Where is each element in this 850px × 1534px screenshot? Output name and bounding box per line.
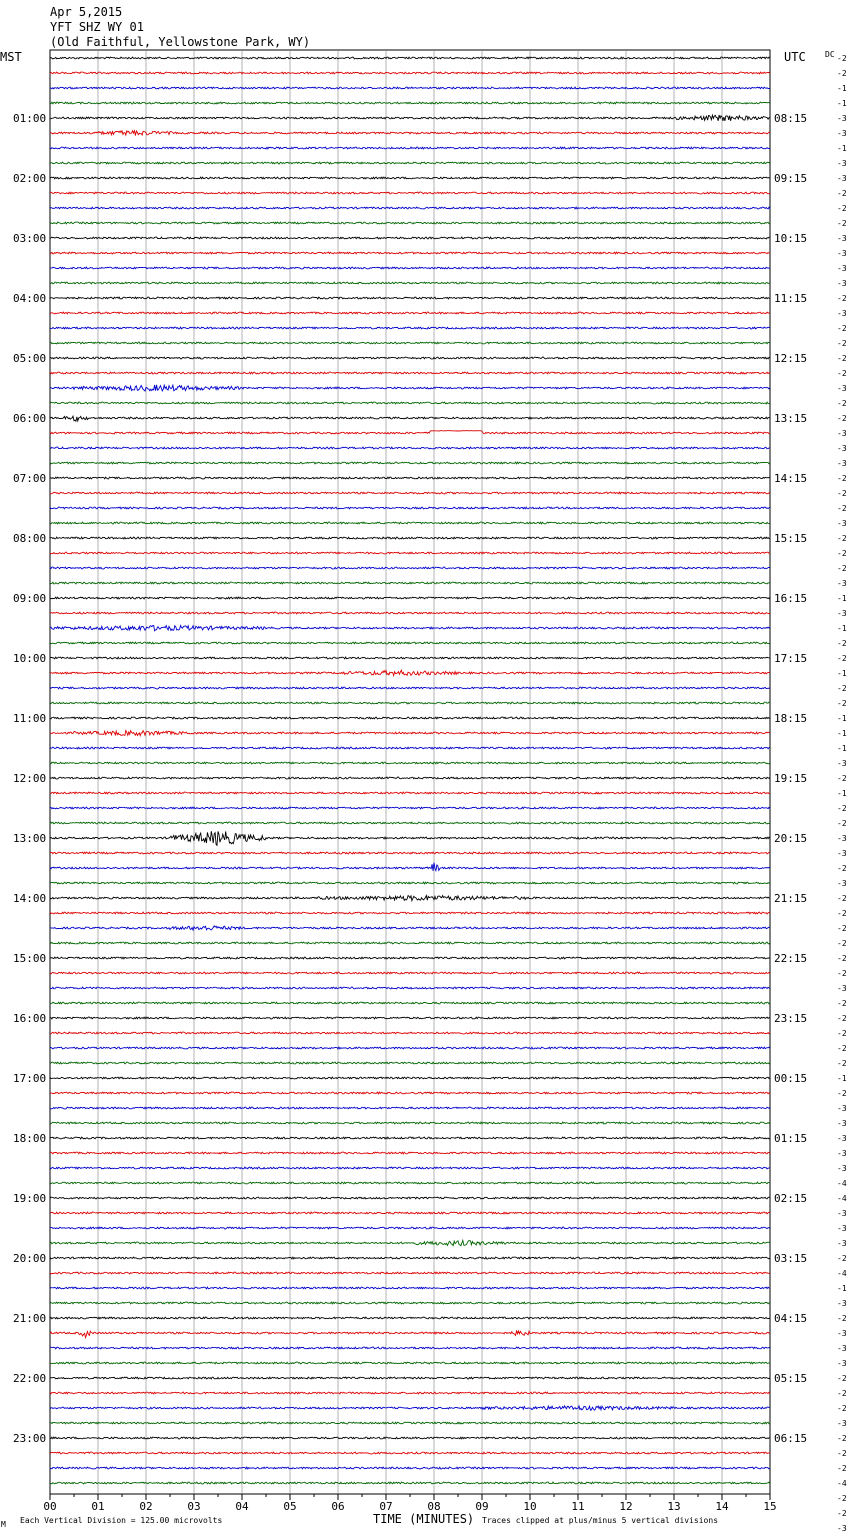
utc-hour-label: 15:15 — [774, 532, 808, 545]
dc-offset-value: -1 — [837, 144, 847, 153]
seismic-trace — [50, 1362, 770, 1364]
seismic-trace — [50, 1347, 770, 1349]
seismic-trace — [50, 147, 770, 149]
utc-hour-label: 01:15 — [774, 1132, 808, 1145]
dc-offset-value: -3 — [837, 984, 847, 993]
dc-offset-value: -3 — [837, 264, 847, 273]
seismic-trace — [50, 431, 770, 434]
dc-offset-value: -2 — [837, 1059, 847, 1068]
dc-offset-value: -2 — [837, 549, 847, 558]
seismic-trace — [50, 222, 770, 224]
dc-offset-value: -3 — [837, 1419, 847, 1428]
utc-hour-label: 09:15 — [774, 172, 808, 185]
dc-offset-value: -2 — [837, 489, 847, 498]
utc-hour-label: 03:15 — [774, 1252, 808, 1265]
seismic-trace — [50, 1167, 770, 1169]
mst-hour-label: 05:00 — [13, 352, 47, 365]
mst-hour-label: 13:00 — [13, 832, 47, 845]
mst-hour-label: 01:00 — [13, 112, 47, 125]
mst-hour-label: 03:00 — [13, 232, 47, 245]
dc-offset-value: -2 — [837, 1404, 847, 1413]
dc-offset-value: -3 — [837, 849, 847, 858]
dc-offset-value: -1 — [837, 669, 847, 678]
utc-hour-label: 22:15 — [774, 952, 808, 965]
mst-hour-label: 11:00 — [13, 712, 47, 725]
dc-header-label: DC — [825, 50, 835, 59]
seismic-trace — [50, 567, 770, 569]
utc-hour-label: 17:15 — [774, 652, 808, 665]
x-tick-label: 10 — [523, 1500, 537, 1513]
dc-offset-value: -2 — [837, 924, 847, 933]
seismic-trace — [50, 972, 770, 974]
dc-offset-value: -2 — [837, 414, 847, 423]
seismic-trace — [50, 327, 770, 329]
seismic-trace — [50, 237, 770, 239]
dc-offset-value: -2 — [837, 1494, 847, 1503]
x-tick-label: 05 — [283, 1500, 297, 1513]
mst-hour-label: 08:00 — [13, 532, 47, 545]
mst-hour-label: 10:00 — [13, 652, 47, 665]
dc-offset-value: -3 — [837, 1149, 847, 1158]
seismic-trace — [50, 831, 770, 845]
seismic-trace — [50, 342, 770, 344]
seismic-trace — [50, 1077, 770, 1079]
dc-offset-value: -3 — [837, 234, 847, 243]
seismic-trace — [50, 507, 770, 509]
seismic-trace — [50, 1062, 770, 1064]
seismic-trace — [50, 87, 770, 89]
seismic-trace — [50, 702, 770, 704]
seismic-trace — [50, 492, 770, 494]
seismic-trace — [50, 416, 770, 421]
dc-offset-value: -3 — [837, 1239, 847, 1248]
seismic-trace — [50, 72, 770, 74]
seismic-trace — [50, 297, 770, 299]
dc-offset-value: -2 — [837, 324, 847, 333]
x-tick-label: 04 — [235, 1500, 249, 1513]
dc-offset-value: -3 — [837, 174, 847, 183]
seismic-trace — [50, 747, 770, 749]
scale-note: Each Vertical Division = 125.00 microvolts — [20, 1516, 223, 1525]
x-tick-label: 13 — [667, 1500, 681, 1513]
dc-offset-value: -3 — [837, 129, 847, 138]
seismic-trace — [50, 1406, 770, 1410]
x-tick-label: 12 — [619, 1500, 633, 1513]
seismic-trace — [50, 267, 770, 269]
dc-offset-value: -3 — [837, 1359, 847, 1368]
x-tick-label: 08 — [427, 1500, 441, 1513]
utc-hour-label: 12:15 — [774, 352, 808, 365]
seismic-trace — [50, 1317, 770, 1319]
dc-offset-value: -4 — [837, 1269, 847, 1278]
seismic-trace — [50, 987, 770, 989]
seismic-trace — [50, 582, 770, 584]
x-axis-title: TIME (MINUTES) — [373, 1512, 475, 1526]
dc-offset-value: -3 — [837, 1119, 847, 1128]
dc-offset-value: -2 — [837, 804, 847, 813]
dc-offset-value: -4 — [837, 1179, 847, 1188]
dc-offset-value: -3 — [837, 114, 847, 123]
dc-offset-value: -2 — [837, 1434, 847, 1443]
dc-offset-value: -2 — [837, 894, 847, 903]
utc-hour-label: 20:15 — [774, 832, 808, 845]
mst-hour-label: 09:00 — [13, 592, 47, 605]
seismic-trace — [50, 1227, 770, 1229]
dc-offset-value: -1 — [837, 714, 847, 723]
utc-hour-label: 05:15 — [774, 1372, 808, 1385]
plot-frame — [50, 50, 770, 1494]
mst-hour-label: 14:00 — [13, 892, 47, 905]
seismic-trace — [50, 385, 770, 391]
dc-offset-value: -2 — [837, 339, 847, 348]
seismic-trace — [50, 896, 770, 901]
utc-hour-label: 18:15 — [774, 712, 808, 725]
seismic-trace — [50, 625, 770, 630]
seismic-trace — [50, 1467, 770, 1469]
dc-offset-value: -2 — [837, 204, 847, 213]
seismic-trace — [50, 1272, 770, 1274]
dc-offset-column — [837, 54, 847, 1534]
dc-offset-value: -2 — [837, 1389, 847, 1398]
seismic-trace — [50, 882, 770, 884]
dc-offset-value: -1 — [837, 729, 847, 738]
seismic-trace — [50, 131, 770, 136]
seismic-trace — [50, 912, 770, 914]
mst-hour-label: 12:00 — [13, 772, 47, 785]
utc-hour-label: 19:15 — [774, 772, 808, 785]
utc-hour-label: 23:15 — [774, 1012, 808, 1025]
seismic-trace — [50, 863, 770, 871]
dc-offset-value: -2 — [837, 564, 847, 573]
dc-offset-value: -3 — [837, 459, 847, 468]
seismic-trace — [50, 597, 770, 599]
seismic-trace — [50, 1437, 770, 1439]
seismic-trace — [50, 1092, 770, 1094]
seismic-trace — [50, 1152, 770, 1154]
utc-hour-label: 08:15 — [774, 112, 808, 125]
seismic-trace — [50, 177, 770, 179]
seismic-trace — [50, 522, 770, 524]
dc-offset-value: -2 — [837, 939, 847, 948]
seismic-traces — [50, 57, 770, 1484]
mst-hour-label: 04:00 — [13, 292, 47, 305]
dc-offset-value: -3 — [837, 609, 847, 618]
dc-offset-value: -2 — [837, 1254, 847, 1263]
seismic-trace — [50, 537, 770, 539]
dc-offset-value: -1 — [837, 744, 847, 753]
seismic-trace — [50, 777, 770, 779]
dc-offset-value: -2 — [837, 1464, 847, 1473]
seismic-trace — [50, 207, 770, 209]
dc-offset-value: -3 — [837, 279, 847, 288]
right-timezone-label: UTC — [784, 50, 806, 64]
x-tick-label: 03 — [187, 1500, 201, 1513]
seismic-trace — [50, 612, 770, 614]
seismic-trace — [50, 642, 770, 644]
dc-offset-value: -2 — [837, 774, 847, 783]
utc-hour-label: 10:15 — [774, 232, 808, 245]
mst-hour-label: 07:00 — [13, 472, 47, 485]
seismic-trace — [50, 102, 770, 104]
dc-offset-value: -2 — [837, 999, 847, 1008]
seismic-trace — [50, 402, 770, 404]
seismic-trace — [50, 1212, 770, 1214]
dc-offset-value: -3 — [837, 1299, 847, 1308]
dc-offset-value: -3 — [837, 579, 847, 588]
dc-offset-value: -3 — [837, 1344, 847, 1353]
dc-offset-value: -2 — [837, 1014, 847, 1023]
dc-offset-value: -1 — [837, 1074, 847, 1083]
x-tick-label: 07 — [379, 1500, 393, 1513]
dc-offset-value: -2 — [837, 1029, 847, 1038]
seismic-trace — [50, 1302, 770, 1304]
dc-offset-value: -1 — [837, 594, 847, 603]
seismic-trace — [50, 447, 770, 449]
seismic-trace — [50, 192, 770, 194]
utc-hour-label: 02:15 — [774, 1192, 808, 1205]
x-tick-label: 11 — [571, 1500, 585, 1513]
dc-offset-value: -3 — [837, 429, 847, 438]
seismic-trace — [50, 852, 770, 854]
corner-mark: M — [1, 1520, 6, 1529]
dc-offset-value: -2 — [837, 219, 847, 228]
dc-offset-value: -3 — [837, 879, 847, 888]
dc-offset-value: -2 — [837, 969, 847, 978]
mst-hour-label: 06:00 — [13, 412, 47, 425]
dc-offset-value: -1 — [837, 789, 847, 798]
utc-hour-label: 11:15 — [774, 292, 808, 305]
dc-offset-value: -2 — [837, 54, 847, 63]
dc-offset-value: -2 — [837, 534, 847, 543]
dc-offset-value: -2 — [837, 294, 847, 303]
seismic-trace — [50, 162, 770, 164]
seismic-trace — [50, 57, 770, 59]
mst-hour-label: 19:00 — [13, 1192, 47, 1205]
dc-offset-value: -2 — [837, 654, 847, 663]
x-tick-label: 02 — [139, 1500, 153, 1513]
dc-offset-value: -3 — [837, 1224, 847, 1233]
dc-offset-value: -2 — [837, 684, 847, 693]
seismic-trace — [50, 462, 770, 464]
dc-offset-value: -3 — [837, 519, 847, 528]
seismic-trace — [50, 1482, 770, 1484]
x-axis — [43, 1494, 776, 1513]
dc-offset-value: -2 — [837, 1044, 847, 1053]
seismic-trace — [50, 957, 770, 959]
dc-offset-value: -2 — [837, 369, 847, 378]
utc-hour-label: 13:15 — [774, 412, 808, 425]
dc-offset-value: -2 — [837, 474, 847, 483]
seismic-trace — [50, 1330, 770, 1337]
dc-offset-value: -3 — [837, 1209, 847, 1218]
seismic-trace — [50, 477, 770, 479]
utc-hour-label: 04:15 — [774, 1312, 808, 1325]
dc-offset-value: -3 — [837, 1164, 847, 1173]
mst-hour-label: 02:00 — [13, 172, 47, 185]
dc-offset-value: -1 — [837, 84, 847, 93]
x-tick-label: 09 — [475, 1500, 489, 1513]
dc-offset-value: -3 — [837, 1329, 847, 1338]
seismic-trace — [50, 312, 770, 314]
dc-offset-value: -3 — [837, 444, 847, 453]
seismic-trace — [50, 731, 770, 736]
dc-offset-value: -2 — [837, 699, 847, 708]
mst-hour-label: 18:00 — [13, 1132, 47, 1145]
seismic-trace — [50, 926, 770, 930]
utc-hour-label: 06:15 — [774, 1432, 808, 1445]
dc-offset-value: -3 — [837, 759, 847, 768]
seismic-trace — [50, 657, 770, 659]
dc-offset-value: -2 — [837, 69, 847, 78]
seismic-trace — [50, 282, 770, 284]
dc-offset-value: -4 — [837, 1194, 847, 1203]
dc-offset-value: -3 — [837, 1134, 847, 1143]
utc-hour-label: 21:15 — [774, 892, 808, 905]
seismic-trace — [50, 1257, 770, 1259]
seismic-trace — [50, 1107, 770, 1109]
dc-offset-value: -2 — [837, 1089, 847, 1098]
mst-hour-label: 15:00 — [13, 952, 47, 965]
seismic-trace — [50, 822, 770, 824]
utc-hour-label: 16:15 — [774, 592, 808, 605]
dc-offset-value: -3 — [837, 384, 847, 393]
seismic-trace — [50, 1122, 770, 1124]
seismic-trace — [50, 670, 770, 675]
x-tick-label: 06 — [331, 1500, 345, 1513]
mst-hour-label: 17:00 — [13, 1072, 47, 1085]
seismic-trace — [50, 115, 770, 121]
dc-offset-value: -2 — [837, 189, 847, 198]
clip-note: Traces clipped at plus/minus 5 vertical divisions — [482, 1516, 719, 1525]
mst-hour-label: 20:00 — [13, 1252, 47, 1265]
station-label: YFT SHZ WY 01 — [50, 20, 144, 34]
x-tick-label: 01 — [91, 1500, 105, 1513]
seismic-trace — [50, 687, 770, 689]
seismic-trace — [50, 1452, 770, 1454]
dc-offset-value: -3 — [837, 309, 847, 318]
dc-offset-value: -3 — [837, 159, 847, 168]
left-timezone-label: MST — [0, 50, 22, 64]
dc-offset-value: -2 — [837, 954, 847, 963]
dc-offset-value: -1 — [837, 99, 847, 108]
mst-hour-label: 16:00 — [13, 1012, 47, 1025]
x-tick-label: 00 — [43, 1500, 57, 1513]
seismic-trace — [50, 252, 770, 254]
x-tick-label: 14 — [715, 1500, 729, 1513]
dc-offset-value: -2 — [837, 354, 847, 363]
dc-offset-value: -2 — [837, 819, 847, 828]
dc-offset-value: -2 — [837, 864, 847, 873]
seismic-trace — [50, 1392, 770, 1394]
dc-offset-value: -3 — [837, 1524, 847, 1533]
dc-offset-value: -1 — [837, 1284, 847, 1293]
dc-offset-value: -3 — [837, 249, 847, 258]
dc-offset-value: -3 — [837, 1104, 847, 1113]
location-label: (Old Faithful, Yellowstone Park, WY) — [50, 35, 311, 49]
dc-offset-value: -2 — [837, 1374, 847, 1383]
seismic-trace — [50, 1017, 770, 1019]
date-label: Apr 5,2015 — [50, 5, 123, 19]
seismic-trace — [50, 1002, 770, 1004]
time-grid — [50, 50, 770, 1494]
seismic-trace — [50, 552, 770, 554]
seismic-trace — [50, 357, 770, 359]
seismic-trace — [50, 372, 770, 374]
utc-hour-label: 14:15 — [774, 472, 808, 485]
seismic-trace — [50, 1287, 770, 1289]
seismic-trace — [50, 1422, 770, 1424]
seismic-trace — [50, 792, 770, 794]
seismic-trace — [50, 807, 770, 809]
dc-offset-value: -2 — [837, 1509, 847, 1518]
seismic-trace — [50, 1377, 770, 1379]
dc-offset-value: -2 — [837, 504, 847, 513]
mst-hour-label: 23:00 — [13, 1432, 47, 1445]
dc-offset-value: -2 — [837, 1449, 847, 1458]
seismic-trace — [50, 1240, 770, 1245]
seismic-trace — [50, 1182, 770, 1184]
dc-offset-value: -2 — [837, 639, 847, 648]
seismic-trace — [50, 1047, 770, 1049]
dc-offset-value: -2 — [837, 399, 847, 408]
seismic-trace — [50, 762, 770, 764]
dc-offset-value: -2 — [837, 1314, 847, 1323]
x-tick-label: 15 — [763, 1500, 777, 1513]
seismic-trace — [50, 1197, 770, 1199]
utc-hour-label: 00:15 — [774, 1072, 808, 1085]
seismic-trace — [50, 942, 770, 944]
seismic-trace — [50, 717, 770, 719]
seismic-trace — [50, 1032, 770, 1034]
mst-hour-label: 21:00 — [13, 1312, 47, 1325]
dc-offset-value: -1 — [837, 624, 847, 633]
dc-offset-value: -3 — [837, 834, 847, 843]
mst-hour-label: 22:00 — [13, 1372, 47, 1385]
dc-offset-value: -4 — [837, 1479, 847, 1488]
seismic-trace — [50, 1137, 770, 1139]
dc-offset-value: -2 — [837, 909, 847, 918]
